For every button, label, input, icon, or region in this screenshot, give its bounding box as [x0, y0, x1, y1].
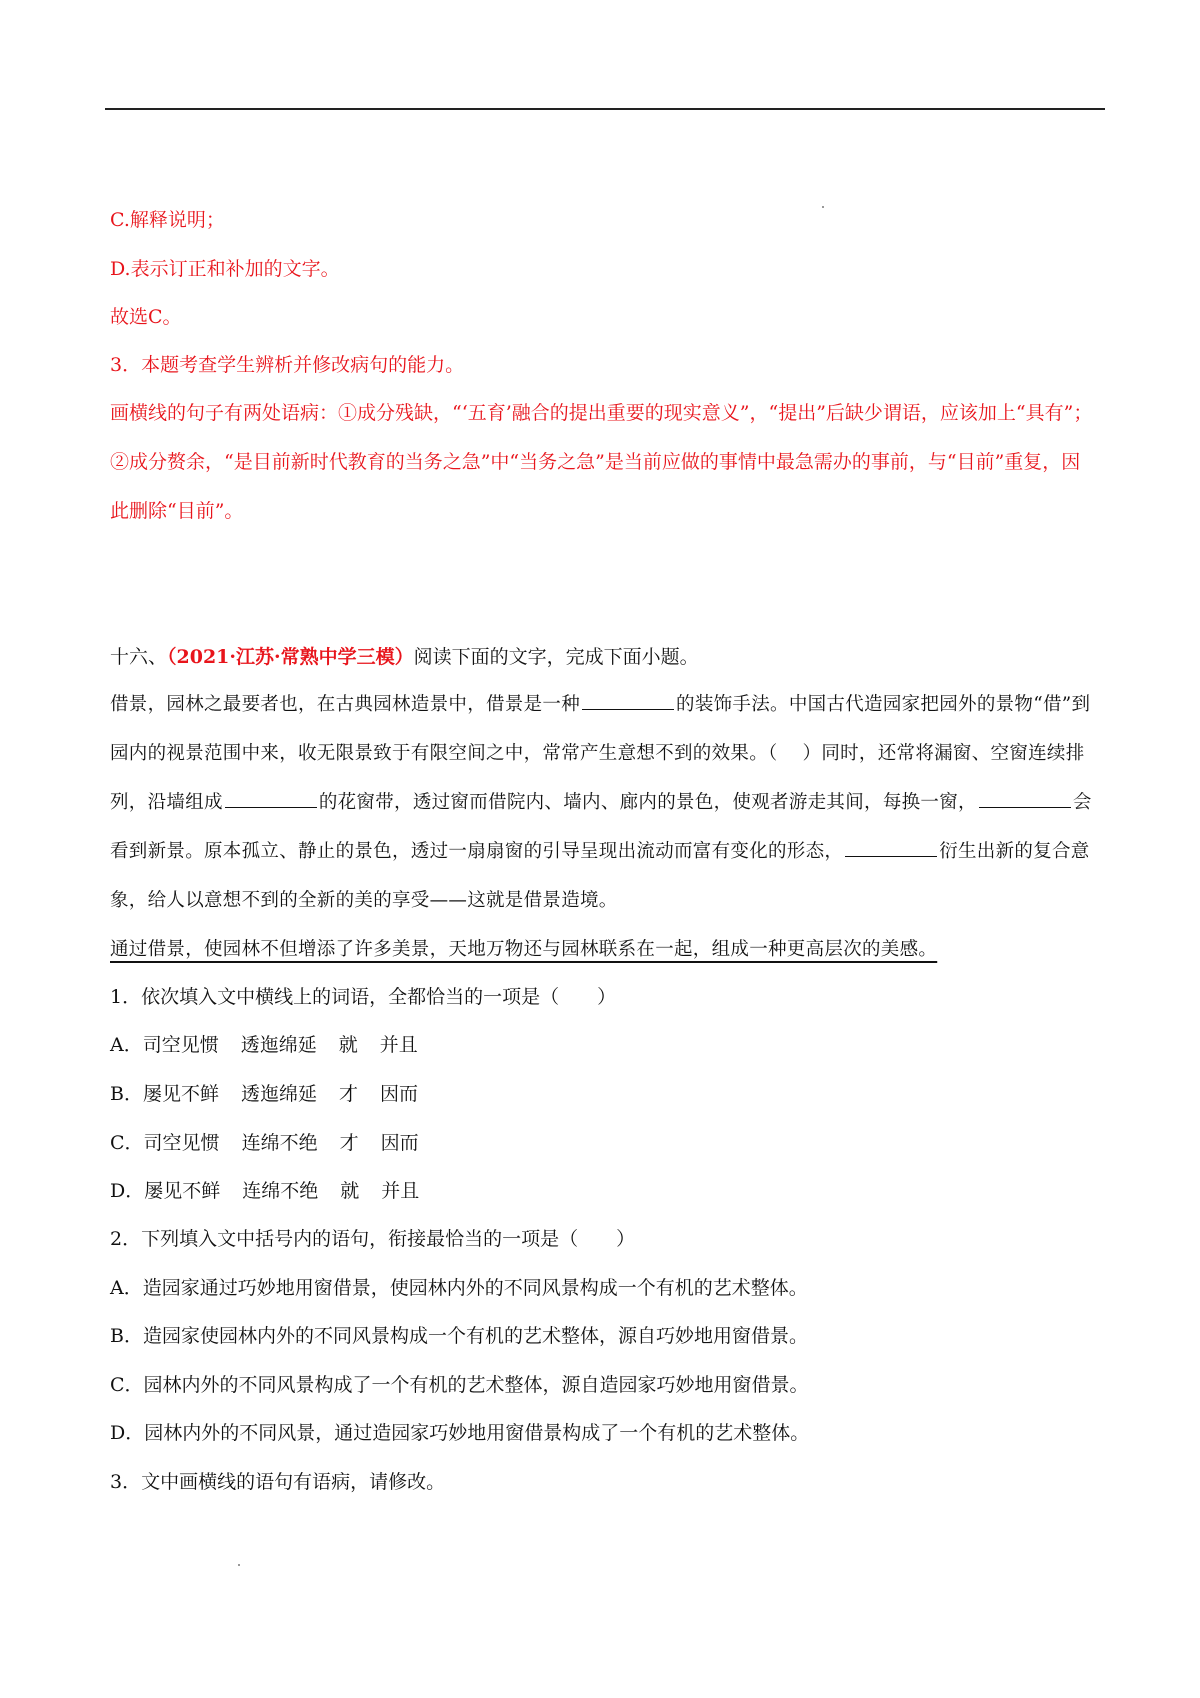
answer-c-line: C.解释说明； [110, 209, 225, 231]
question-2-option-a[interactable] [110, 1275, 808, 1301]
passage-part-1: 借景，园林之最要者也，在古典园林造景中，借景是一种 [110, 694, 581, 715]
option-label: D． [110, 1422, 145, 1444]
option-text: 园林内外的不同风景构成了一个有机的艺术整体，源自造园家巧妙地用窗借景。 [143, 1374, 809, 1396]
answer-blank-1[interactable] [582, 691, 674, 710]
option-word: 才 [339, 1083, 359, 1105]
option-word: 透迤绵延 [240, 1083, 317, 1105]
passage-part-5: 衍生出新的复合意象，给人以意想不到的全新的美的享受——这就是借景造境。 [110, 841, 1090, 911]
option-word: 透迤绵延 [240, 1034, 317, 1056]
option-word: 并且 [381, 1180, 420, 1202]
question-1-option-d[interactable] [110, 1178, 441, 1204]
section-source: （2021·江苏·常熟中学三模） [167, 646, 414, 668]
option-label: C． [110, 1374, 144, 1396]
answer-blank-4[interactable] [845, 838, 937, 857]
stray-dot [238, 1564, 240, 1566]
answer-blank-3[interactable] [979, 789, 1071, 808]
option-word: 连绵不绝 [241, 1132, 318, 1154]
option-word: 并且 [379, 1034, 418, 1056]
question-2-stem: 2．下列填入文中括号内的语句，衔接最恰当的一项是（ ） [110, 1228, 636, 1250]
answer-conclusion: 故选C。 [110, 306, 182, 328]
section-heading [110, 644, 699, 670]
question-1-stem: 1．依次填入文中横线上的词语，全都恰当的一项是（ ） [110, 986, 617, 1008]
option-word: 连绵不绝 [242, 1180, 319, 1202]
option-word: 因而 [380, 1132, 419, 1154]
section-number: 十六、 [110, 646, 168, 668]
answer-blank-2[interactable] [225, 789, 317, 808]
option-word: 屡见不鲜 [144, 1180, 221, 1202]
option-text: 造园家通过巧妙地用窗借景，使园林内外的不同风景构成一个有机的艺术整体。 [142, 1277, 808, 1299]
option-label: A． [110, 1277, 143, 1299]
option-label: D． [110, 1180, 145, 1202]
question-2-option-d[interactable] [110, 1420, 809, 1446]
option-word: 就 [340, 1180, 360, 1202]
question-2-option-c[interactable] [110, 1372, 809, 1398]
passage-part-4: 会看到新景。原本孤立、静止的景色，透过一扇扇窗的引导呈现出流动而富有变化的形态， [110, 792, 1092, 862]
option-label: B． [110, 1325, 143, 1347]
option-label: B． [110, 1083, 143, 1105]
option-word: 因而 [380, 1083, 419, 1105]
option-word: 屡见不鲜 [142, 1083, 219, 1105]
option-word: 司空见惯 [143, 1132, 220, 1154]
reading-passage [110, 680, 1100, 974]
question-3-stem: 3．文中画横线的语句有语病，请修改。 [110, 1471, 446, 1493]
option-word: 才 [339, 1132, 359, 1154]
option-text: 造园家使园林内外的不同风景构成一个有机的艺术整体，源自巧妙地用窗借景。 [142, 1325, 808, 1347]
answer-d-line: D.表示订正和补加的文字。 [110, 258, 340, 280]
passage-part-3: 的花窗带，透过窗而借院内、墙内、廊内的景色，使观者游走其间，每换一窗， [318, 792, 977, 813]
answer-q3-heading: 3．本题考查学生辨析并修改病句的能力。 [110, 354, 465, 376]
option-label: A． [110, 1034, 143, 1056]
passage-part-2: 的装饰手法。中国古代造园家把园外的景物“借”到园内的视景范围中来，收无限景致于有限空间之中，常常产生意想不到的效果。（ ）同时，还常将漏窗、空窗连续排列，沿墙组成 [110, 694, 1091, 813]
option-label: C． [110, 1132, 144, 1154]
option-text: 园林内外的不同风景，通过造园家巧妙地用窗借景构成了一个有机的艺术整体。 [144, 1422, 810, 1444]
answer-q3-explanation: 画横线的句子有两处语病：①成分残缺，“‘五育’融合的提出重要的现实意义”，“提出”后缺少谓语，应该加上“具有”；②成分赘余，“是目前新时代教育的当务之急”中“当务之急”是当前应做的事情中最急需办的事前，与“目前”重复，因此删除“目前”。 [110, 402, 1093, 522]
option-word: 就 [338, 1034, 358, 1056]
header-rule [105, 108, 1105, 110]
underlined-sentence: 通过借景，使园林不但增添了许多美景，天地万物还与园林联系在一起，组成一种更高层次的美感。 [110, 939, 938, 960]
section-instruction: 阅读下面的文字，完成下面小题。 [413, 646, 699, 668]
question-1-option-a[interactable] [110, 1032, 440, 1058]
stray-dot [822, 206, 824, 208]
question-1-option-b[interactable] [110, 1081, 440, 1107]
option-word: 司空见惯 [142, 1034, 219, 1056]
question-2-option-b[interactable] [110, 1323, 808, 1349]
question-1-option-c[interactable] [110, 1130, 441, 1156]
